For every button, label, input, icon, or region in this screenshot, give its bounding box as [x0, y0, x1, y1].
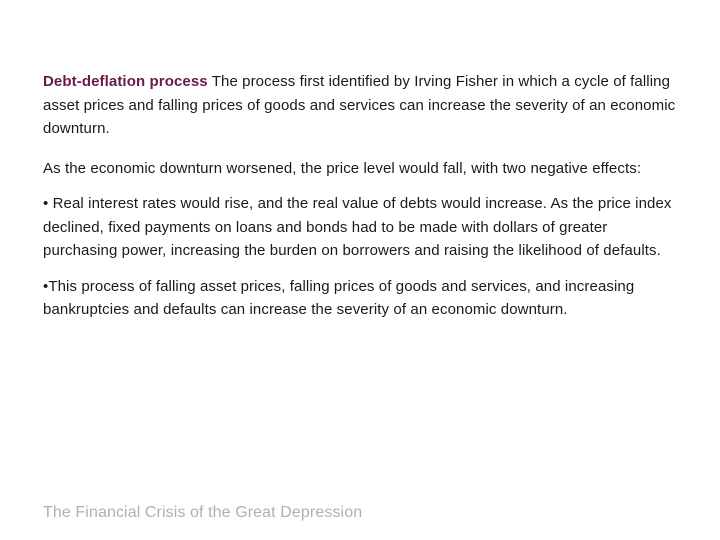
bullet-item-1: • Real interest rates would rise, and the real value of debts would increase. As the price index declined, fixed payments on loans and bonds had to be made with dollars of greater purchasing power, increasing the burden on borrowers and raising the likelihood of defaults.: [43, 195, 672, 259]
definition-paragraph: [43, 70, 683, 141]
slide-body: [43, 70, 683, 334]
definition-term: Debt-deflation process: [43, 73, 208, 90]
definition-text: The process first identified by Irving Fisher in which a cycle of falling asset prices and falling prices of goods and services can increase the severity of an economic downturn.: [43, 73, 676, 137]
bullet-item-2: •This process of falling asset prices, falling prices of goods and services, and increasing bankruptcies and defaults can increase the severity of an economic downturn.: [43, 277, 635, 318]
slide-footer: The Financial Crisis of the Great Depression: [43, 504, 363, 521]
intro-paragraph: As the economic downturn worsened, the price level would fall, with two negative effects:: [43, 159, 642, 177]
